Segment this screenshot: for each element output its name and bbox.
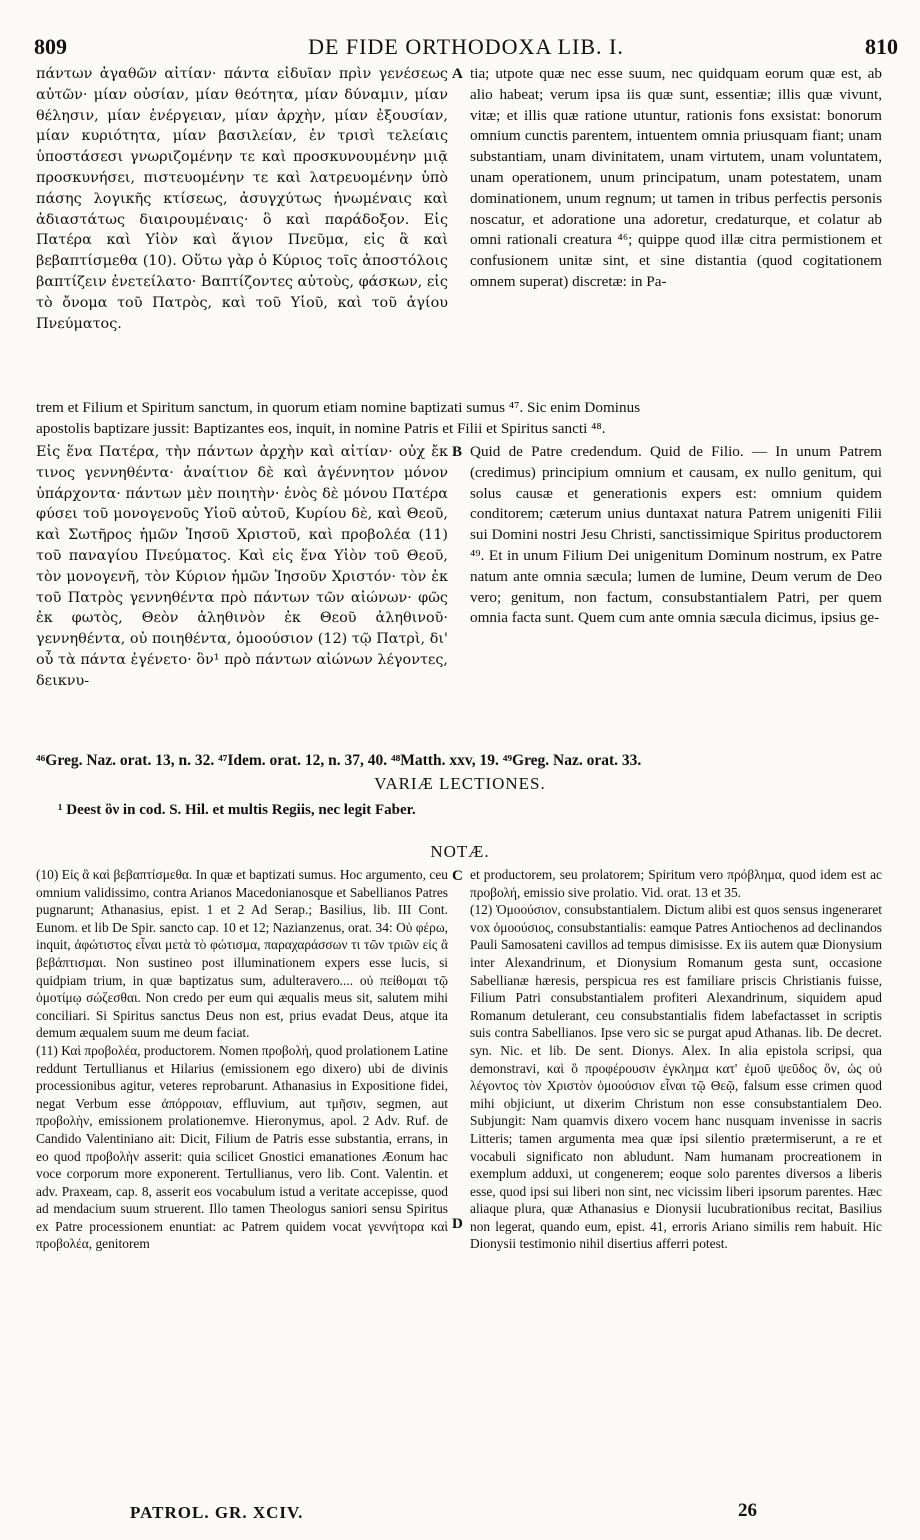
footer-volume: PATROL. GR. XCIV. — [130, 1503, 304, 1522]
notes-column-right — [470, 866, 882, 1253]
greek-paragraph: πάντων ἀγαθῶν αἰτίαν· πάντα εἰδυῖαν πρὶν γενέσεως αὐτῶν· μίαν οὐσίαν, μίαν θεότητα, μίαν δύναμιν, μίαν θέλησιν, μίαν ἐνέργειαν, μίαν ἀρχὴν, μίαν ἐξουσίαν, μίαν κυριότητα, μίαν βασιλείαν, ἐν τρισὶ τελείαις ὑποστάσεσι γνωριζομένην τε καὶ προσκυνουμένην μιᾷ προσκυνήσει, πιστευομένην τε καὶ λατρευομένην ὑπὸ πάσης λογικῆς κτίσεως, ἀσυγχύτως ἡνωμέναις καὶ ἀδιαστάτως διαιρουμέναις· ὃ καὶ παράδοξον. Εἰς Πατέρα καὶ Υἱὸν καὶ ἅγιον Πνεῦμα, εἰς ἃ καὶ βεβαπτίσμεθα (10). Οὕτω γὰρ ὁ Κύριος τοῖς ἀποστόλοις βαπτίζειν ἐνετείλατο· Βαπτίζοντες αὐτοὺς, φάσκων, εἰς τὸ ὄνομα τοῦ Πατρὸς, καὶ τοῦ Υἱοῦ, καὶ τοῦ ἁγίου Πνεύματος. — [36, 66, 448, 332]
section-marker-a: A — [452, 66, 463, 82]
note-paragraph: et productorem, seu prolatorem; Spiritum vero πρόβλημα, quod idem est ac προβολή, emissio sive prolatio. Vid. orat. 13 et 35. — [470, 867, 882, 900]
note-paragraph: (12) Ὁμοούσιον, consubstantialem. Dictum alibi est quos sensus ingeneraret vox ὁμοούσιος, consubstantialis: eamque Patres Antiochenos ad declinandos Pauli Samosateni cavillos ad tempus dimisisse. Ex iis autem quæ Dionysium inter Alexandrinum, et Dionysium Romanum gesta sunt, occasione Sabellianæ hæresis, perspicua res est familiare priscis Christianis fuisse, Filium Patri consubstantialem profiteri Alexandrinum, siquidem apud Romanum detulerant, ceu consubstantialis fidem labefactasset in scriptis suis contra Sabellianos. Ipse vero sic se purgat apud Athanas. lib. De decret. syn. Nic. et lib. De sent. Dionys. Alex. In alia epistola scripsi, qua demonstravi, καὶ ὃ προφέρουσιν ἐγκλημα κατ' ἐμοῦ ψεῦδος ὂν, ὡς οὐ λέγοντος τὸν Χριστὸν ὁμοούσιον εἶναι τῷ Θεῷ, falsum esse crimen quod mihi objiciunt, ut dixerim Christum non esse consubstantialem Deo. Subjungit: Nam quamvis dixero vocem hanc nusquam invenisse in sacris Litteris; tamen argumenta mea quæ ipsi silentio prætermiserunt, a re et vocabuli significato non abludunt. Nam humanam procreationem in exemplum adduxi, ut congenerem; eoque solo parentes diversos a liberis esse, quod ipsi sui liberi non sint, nec vicissim liberi ipsorum parentes. Hæc aliaque plura, quæ Athanasius e Dionysii lucubrationibus recitat, Basilius non legerat, quando eum, epist. 41, erroris Ariano similis rem habuit. Hic Dionysii testimonio nihil disertius afferri potest. — [470, 902, 882, 1252]
running-title: DE FIDE ORTHODOXA LIB. I. — [308, 34, 624, 59]
latin-column-middle — [470, 442, 882, 629]
latin-column-upper — [470, 64, 882, 293]
notes-column-left — [36, 866, 448, 1253]
latin-paragraph: tia; utpote quæ nec esse suum, nec quidquam eorum quæ est, ab alio habeat; verum ipsa iis quæ sunt, essentiæ; illis quæ vivunt, vitæ; et illis quæ ratione utuntur, rationis fons exsistat: bonorum omnium cunctis parentem, intuentem omnia priusquam fiant; unam substantiam, unam divinitatem, unam virtutem, unam voluntatem, unam operationem, unum principatum, unam potestatem, unam dominationem, unum regnum; ut tamen in tribus perfectis personis noscatur, et adoratione una adoretur, credaturque, et colatur ab omni rationali creatura ⁴⁶; quippe quod illæ citra permistionem et confusionem unitæ sint, et sine distantia (quod cogitationem omnem superat) discretæ: in Pa- — [470, 65, 882, 290]
latin-paragraph: Quid de Patre credendum. Quid de Filio. — In unum Patrem (credimus) principium omnium et causam, ex nullo genitum, qui solus causæ et generationis expers est: omnium quidem conditorem; cæterum unius duntaxat natura Patrem unigeniti Filii sui Domini nostri Jesu Christi, sanctissimique Spiritus productorem ⁴⁹. Et in unum Filium Dei unigenitum Dominum nostrum, ex Patre natum ante omnia sæcula; lumen de lumine, Deum verum de Deo vero; genitum, non factum, consubstantialem Patri, per quem omnia facta sunt. Quem cum ante omnia sæcula dicimus, ipsius ge- — [470, 443, 882, 627]
note-paragraph: (11) Καὶ προβολέα, productorem. Nomen προβολή, quod prolationem Latine reddunt Tertullianus et Hilarius (emissionem ego dixero) ubi de divinis processionibus agitur, veteres reprobarunt. Athanasius in Expositione fidei, negat Verbum esse ἀπόρροιαν, effluvium, aut τμῆσιν, segmen, aut προβολὴν, emissionem prolationemve. Hieronymus, apol. 2 Adv. Ruf. de Candido Valentiniano ait: Dicit, Filium de Patris esse substantia, errans, in eo quod προβολὴν asserit: quia scilicet Gnostici emanationes Æonum hac voce corporum more exponerent. Tertullianus, vero lib. Cont. Valentin. et adv. Praxeam, cap. 8, asserit eos vocabulum istud a veritate accepisse, quod ad mendacium suum struerent. Illo tamen Theologus saniori sensu Spiritus ex Patre processionem enuntiat: ac Patrem quidem vocat γεννήτορα καὶ προβολέα, genitorem — [36, 1042, 448, 1252]
variae-lectiones-text: ¹ Deest ὃν in cod. S. Hil. et multis Regiis, nec legit Faber. — [58, 802, 416, 818]
section-marker-b: B — [452, 444, 463, 460]
greek-column-upper — [36, 64, 448, 334]
greek-column-middle — [36, 442, 448, 692]
greek-paragraph: Εἰς ἕνα Πατέρα, τὴν πάντων ἀρχὴν καὶ αἰτίαν· οὐχ ἔκ τινος γεννηθέντα· ἀναίτιον δὲ καὶ ἀγέννητον μόνον ὑπάρχοντα· πάντων μὲν ποιητὴν· ἑνὸς δὲ μόνου Πατέρα φύσει τοῦ μονογενοῦς Υἱοῦ αὐτοῦ, Κυρίου δὲ, καὶ Θεοῦ, καὶ Σωτῆρος ἡμῶν Ἰησοῦ Χριστοῦ, καὶ προβολέα (11) τοῦ παναγίου Πνεύματος. Καὶ εἰς ἕνα Υἱὸν τοῦ Θεοῦ, τὸν μονογενῆ, τὸν Κύριον ἡμῶν Ἰησοῦν Χριστόν· τὸν ἐκ τοῦ Πατρὸς γεννηθέντα πρὸ πάντων τῶν αἰώνων· φῶς ἐκ φωτὸς, Θεὸν ἀληθινὸν ἐκ Θεοῦ ἀληθινοῦ· γεννηθέντα, οὐ ποιηθέντα, ὁμοούσιον (12) τῷ Πατρὶ, δι' οὗ τὰ πάντα ἐγένετο· ὃν¹ πρὸ πάντων αἰώνων λέγοντες, δεικνυ- — [36, 444, 448, 689]
footer-signature: 26 — [738, 1500, 757, 1521]
footnotes: ⁴⁶Greg. Naz. orat. 13, n. 32. ⁴⁷Idem. orat. 12, n. 37, 40. ⁴⁸Matth. xxv, 19. ⁴⁹Greg. Naz. orat. 33. — [36, 752, 642, 769]
page-header — [34, 22, 898, 62]
variae-lectiones-heading: VARIÆ LECTIONES. — [374, 774, 546, 793]
page-number-left: 809 — [34, 34, 67, 59]
section-marker-c: C — [452, 868, 463, 884]
section-marker-d: D — [452, 1216, 463, 1232]
full-width-line: apostolis baptizare jussit: Baptizantes eos, inquit, in nomine Patris et Filii et Spiritus sancti ⁴⁸. — [36, 420, 606, 437]
full-width-line: trem et Filium et Spiritum sanctum, in quorum etiam nomine baptizati sumus ⁴⁷. Sic enim Dominus — [36, 399, 641, 416]
note-paragraph: (10) Εἰς ἃ καὶ βεβαπτίσμεθα. In quæ et baptizati sumus. Hoc argumento, ceu omnium validissimo, contra Arianos Macedonianosque et Sabellianos Patres pugnarunt; Athanasius, epist. 1 et 2 Ad Serap.; Basilius, lib. III Cont. Eunom. et lib De Spir. sancto cap. 10 et 12; Nazianzenus, orat. 34: Οὐ φέρω, inquit, ἀφώτιστος εἶναι μετὰ τὸ φώτισμα, παραχαράσσων τι τῶν τριῶν εἰς ἃ βεβάπτισμαι. Non sustineo post illuminationem expers esse lucis, si quidpiam trium, in quæ baptizatus sum, adulteravero.... οὐ πείθομαι τῷ ὁμοτίμῳ σώζεσθαι. Non credo per eum qui æqualis meus sit, salutem mihi conciliari. Si Spiritus sanctus Deus non est, prius evadat Deus, atque ita demum æqualem suum me deum faciat. — [36, 867, 448, 1041]
notae-heading: NOTÆ. — [430, 842, 490, 861]
page-number-right: 810 — [865, 34, 898, 59]
